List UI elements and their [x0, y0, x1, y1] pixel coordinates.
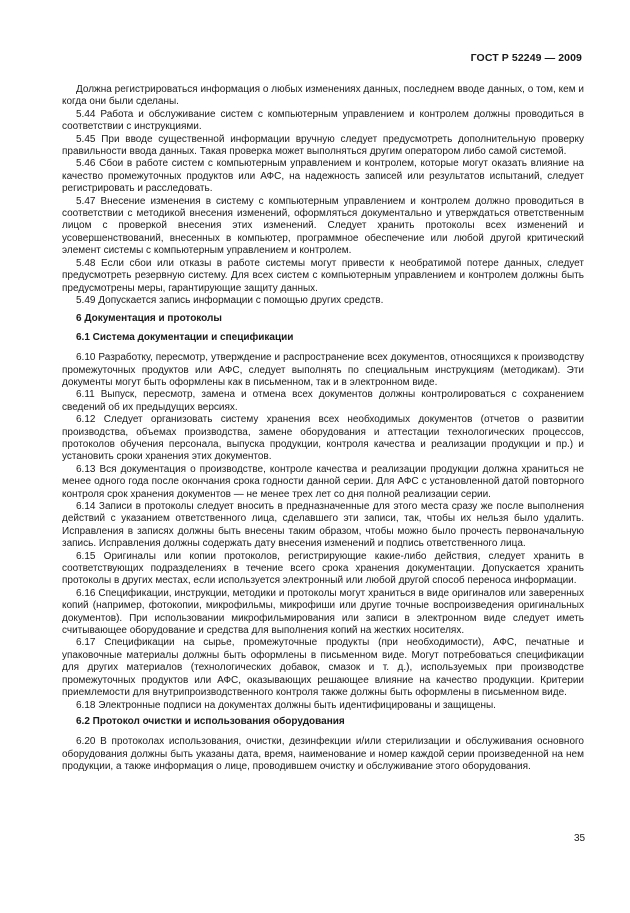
clause-6-15: 6.15 Оригиналы или копии протоколов, регистрирующие какие-либо действия, следует хранить в соответствующих подразделениях в течение всего срока хранения документации. Допускается хранить протоколы в других местах, если используется электронный или любой другой способ переноса информации.: [62, 550, 584, 587]
clause-5-46: 5.46 Сбои в работе систем с компьютерным управлением и контролем, которые могут оказать влияние на качество промежуточных продуктов или АФС, на надежность записей или результатов испытаний, следует регистрировать и расследовать.: [62, 158, 584, 195]
clause-5-45: 5.45 При вводе существенной информации вручную следует предусмотреть дополнительную проверку правильности ввода данных. Такая проверка может выполняться другим оператором либо самой системой.: [62, 133, 584, 158]
clause-5-49: 5.49 Допускается запись информации с помощью других средств.: [76, 294, 384, 306]
clause-6-13: 6.13 Вся документация о производстве, контроле качества и реализации продукции должна храниться не менее одного года после окончания срока годности данной серии. Для АФС с установленной датой повторного контроля срок хранения документов — не менее трех лет со дня полной реализации серии.: [62, 463, 584, 500]
intro-paragraph: Должна регистрироваться информация о любых изменениях данных, последнем вводе данных, о том, кем и когда они были сделаны.: [62, 84, 584, 108]
standard-header: ГОСТ Р 52249 — 2009: [470, 52, 582, 64]
clause-5-47: 5.47 Внесение изменения в систему с компьютерным управлением и контролем должно проводиться в соответствии с методикой внесения изменений, оформляться документально и утверждаться ответственным лицом с проверкой внесения этих изменений. Следует хранить протоколы всех изменений и усовершенствований, внесенных в компьютер, программное обеспечение или любой другой критический элемент системы с компьютерным управлением и контролем.: [62, 195, 584, 257]
section-6-2-heading: 6.2 Протокол очистки и использования оборудования: [76, 715, 345, 727]
clause-6-12: 6.12 Следует организовать систему хранения всех необходимых документов (отчетов о развитии производства, объемах производства, замене оборудования и аттестации технологических процессов, протоколов обучения персонала, выпуска продукции, контроля качества и реализации продукции и пр.) и установить сроки хранения этих документов.: [62, 414, 584, 463]
clause-6-16: 6.16 Спецификации, инструкции, методики и протоколы могут храниться в виде оригиналов или заверенных копий (например, фотокопии, микрофильмы, микрофиши или другие точные воспроизведения оригинальных документов). При использовании микрофильмирования или записи в электронном виде следует иметь считывающее оборудование и средства для выполнения копий на жестких носителях.: [62, 587, 584, 637]
clause-5-48: 5.48 Если сбои или отказы в работе системы могут привести к необратимой потере данных, следует предусмотреть резервную систему. Для всех систем с компьютерным управлением и контролем должны быть предусмотрены меры, гарантирующие защиту данных.: [62, 257, 584, 294]
document-body: [62, 84, 584, 774]
section-6-1-heading: 6.1 Система документации и спецификации: [76, 331, 294, 343]
page-number: 35: [574, 833, 586, 844]
clause-6-11: 6.11 Выпуск, пересмотр, замена и отмена всех документов должны контролироваться с сохранением сведений об их предыдущих версиях.: [62, 389, 584, 413]
clause-6-18: 6.18 Электронные подписи на документах должны быть идентифицированы и защищены.: [76, 699, 496, 711]
section-6-heading: 6 Документация и протоколы: [76, 313, 222, 325]
clause-6-20: 6.20 В протоколах использования, очистки, дезинфекции и/или стерилизации и обслуживания основного оборудования должны быть указаны дата, время, наименование и номер каждой серии произведенной на нем продукции, а также информация о лице, проводившем очистку и обслуживание этого оборудования.: [62, 736, 584, 773]
clause-5-44: 5.44 Работа и обслуживание систем с компьютерным управлением и контролем должны проводиться в соответствии с инструкциями.: [62, 108, 584, 133]
clause-6-10: 6.10 Разработку, пересмотр, утверждение и распространение всех документов, относящихся к производству промежуточных продуктов или АФС, следует выполнять по специальным инструкциям (методикам). Эти документы могут быть оформлены как в письменном, так и в электронном виде.: [62, 352, 584, 388]
clause-6-17: 6.17 Спецификации на сырье, промежуточные продукты (при необходимости), АФС, печатные и упаковочные материалы должны быть оформлены в письменном виде. Могут потребоваться спецификации для других материалов (технологических добавок, смазок и т. д.), используемых при производстве промежуточных продуктов или АФС, оказывающих решающее влияние на качество продукции. Критерии приемлемости для внутрипроизводственного контроля также должны быть оформлены в письменном виде.: [62, 637, 584, 699]
clause-6-14: 6.14 Записи в протоколы следует вносить в предназначенные для этого места сразу же после выполнения действий с указанием ответственного лица, сделавшего эти записи, так, чтобы их нельзя было удалить. Исправления в записях должны быть внесены таким образом, чтобы можно было прочесть первоначальную запись. Исправления должны содержать дату внесения изменений и подпись ответственного лица.: [62, 501, 584, 550]
